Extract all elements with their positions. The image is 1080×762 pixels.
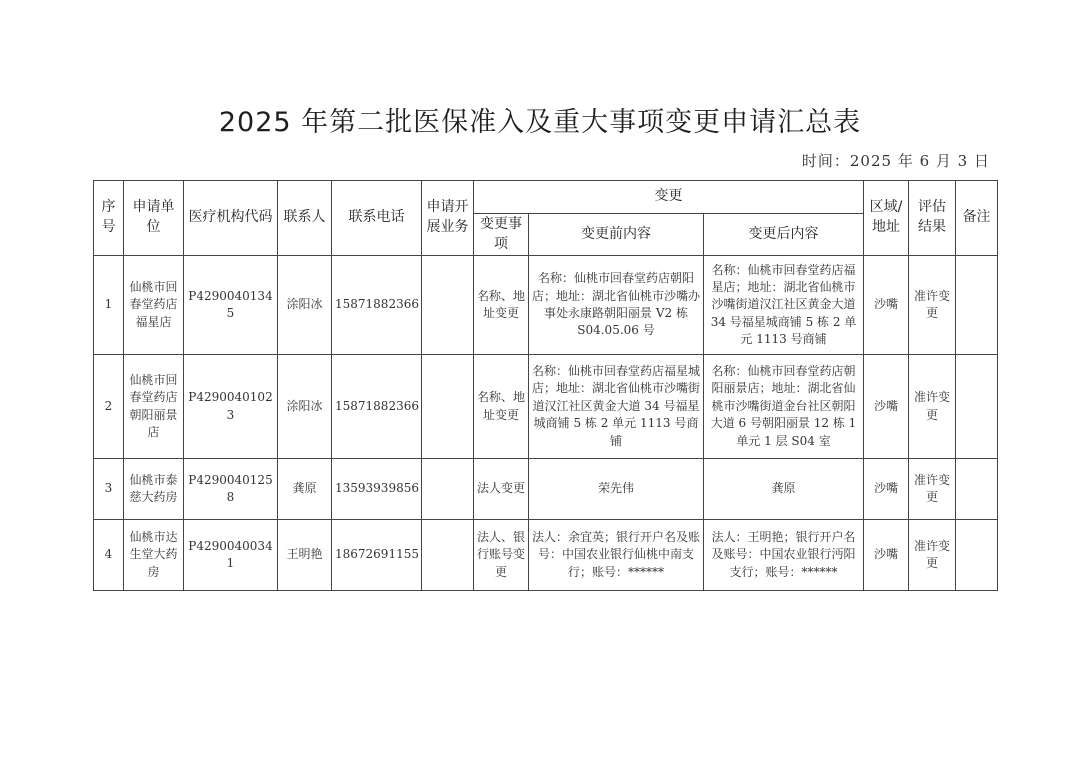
document-title: 2025 年第二批医保准入及重大事项变更申请汇总表: [218, 107, 862, 138]
cell-change-item: 名称、地址变更: [474, 355, 529, 459]
table-row: [94, 256, 998, 355]
summary-table: [93, 180, 998, 591]
cell-org-code: P4290040134 5: [184, 256, 278, 355]
header-change-item: 变更事项: [474, 214, 529, 256]
cell-applicant: 仙桃市回春堂药店福星店: [124, 256, 184, 355]
cell-phone: 18672691155: [332, 520, 422, 591]
header-org-code: 医疗机构代码: [184, 181, 278, 256]
header-after: 变更后内容: [704, 214, 864, 256]
cell-remark: [956, 256, 998, 355]
cell-contact: 王明艳: [278, 520, 332, 591]
cell-business: [422, 256, 474, 355]
header-remark: 备注: [956, 181, 998, 256]
cell-business: [422, 459, 474, 520]
cell-phone: 15871882366: [332, 256, 422, 355]
cell-remark: [956, 520, 998, 591]
cell-result: 准许变更: [909, 520, 956, 591]
cell-result: 准许变更: [909, 256, 956, 355]
cell-after: 名称：仙桃市回春堂药店朝阳丽景店；地址：湖北省仙桃市沙嘴街道金台社区朝阳大道 6 号朝阳丽景 12 栋 1 单元 1 层 S04 室: [704, 355, 864, 459]
cell-org-code: P4290040102 3: [184, 355, 278, 459]
cell-before: 法人：余宜英；银行开户名及账号：中国农业银行仙桃中南支行；账号：******: [529, 520, 704, 591]
cell-phone: 15871882366: [332, 355, 422, 459]
table-header: [94, 181, 998, 256]
cell-after: 法人：王明艳；银行开户名及账号：中国农业银行沔阳支行；账号：******: [704, 520, 864, 591]
cell-business: [422, 355, 474, 459]
cell-contact: 涂阳冰: [278, 355, 332, 459]
cell-change-item: 法人、银行账号变更: [474, 520, 529, 591]
cell-change-item: 名称、地址变更: [474, 256, 529, 355]
header-seq: 序号: [94, 181, 124, 256]
cell-remark: [956, 459, 998, 520]
cell-applicant: 仙桃市泰慈大药房: [124, 459, 184, 520]
cell-after: 龚原: [704, 459, 864, 520]
cell-remark: [956, 355, 998, 459]
cell-region: 沙嘴: [864, 355, 909, 459]
header-result: 评估结果: [909, 181, 956, 256]
table-body: [94, 256, 998, 591]
cell-result: 准许变更: [909, 355, 956, 459]
cell-before: 名称：仙桃市回春堂药店朝阳店；地址：湖北省仙桃市沙嘴办事处永康路朝阳丽景 V2 栋 S04.05.06 号: [529, 256, 704, 355]
cell-change-item: 法人变更: [474, 459, 529, 520]
cell-seq: 3: [94, 459, 124, 520]
header-contact: 联系人: [278, 181, 332, 256]
cell-region: 沙嘴: [864, 256, 909, 355]
cell-before: 名称：仙桃市回春堂药店福星城店；地址：湖北省仙桃市沙嘴街道汉江社区黄金大道 34 号福星城商铺 5 栋 2 单元 1113 号商铺: [529, 355, 704, 459]
cell-org-code: P4290040034 1: [184, 520, 278, 591]
header-business: 申请开展业务: [422, 181, 474, 256]
cell-seq: 1: [94, 256, 124, 355]
header-applicant: 申请单位: [124, 181, 184, 256]
cell-org-code: P4290040125 8: [184, 459, 278, 520]
cell-after: 名称：仙桃市回春堂药店福星店；地址：湖北省仙桃市沙嘴街道汉江社区黄金大道 34 号福星城商铺 5 栋 2 单元 1113 号商铺: [704, 256, 864, 355]
cell-region: 沙嘴: [864, 459, 909, 520]
document-date: 时间：2025 年 6 月 3 日: [801, 152, 990, 170]
header-phone: 联系电话: [332, 181, 422, 256]
cell-contact: 涂阳冰: [278, 256, 332, 355]
cell-business: [422, 520, 474, 591]
cell-applicant: 仙桃市达生堂大药房: [124, 520, 184, 591]
cell-seq: 4: [94, 520, 124, 591]
cell-result: 准许变更: [909, 459, 956, 520]
table-row: [94, 520, 998, 591]
cell-phone: 13593939856: [332, 459, 422, 520]
table-row: [94, 355, 998, 459]
cell-before: 荣先伟: [529, 459, 704, 520]
table-row: [94, 459, 998, 520]
cell-contact: 龚原: [278, 459, 332, 520]
cell-applicant: 仙桃市回春堂药店朝阳丽景店: [124, 355, 184, 459]
header-change-group: 变更: [474, 181, 864, 214]
header-region: 区域/地址: [864, 181, 909, 256]
cell-region: 沙嘴: [864, 520, 909, 591]
cell-seq: 2: [94, 355, 124, 459]
header-before: 变更前内容: [529, 214, 704, 256]
